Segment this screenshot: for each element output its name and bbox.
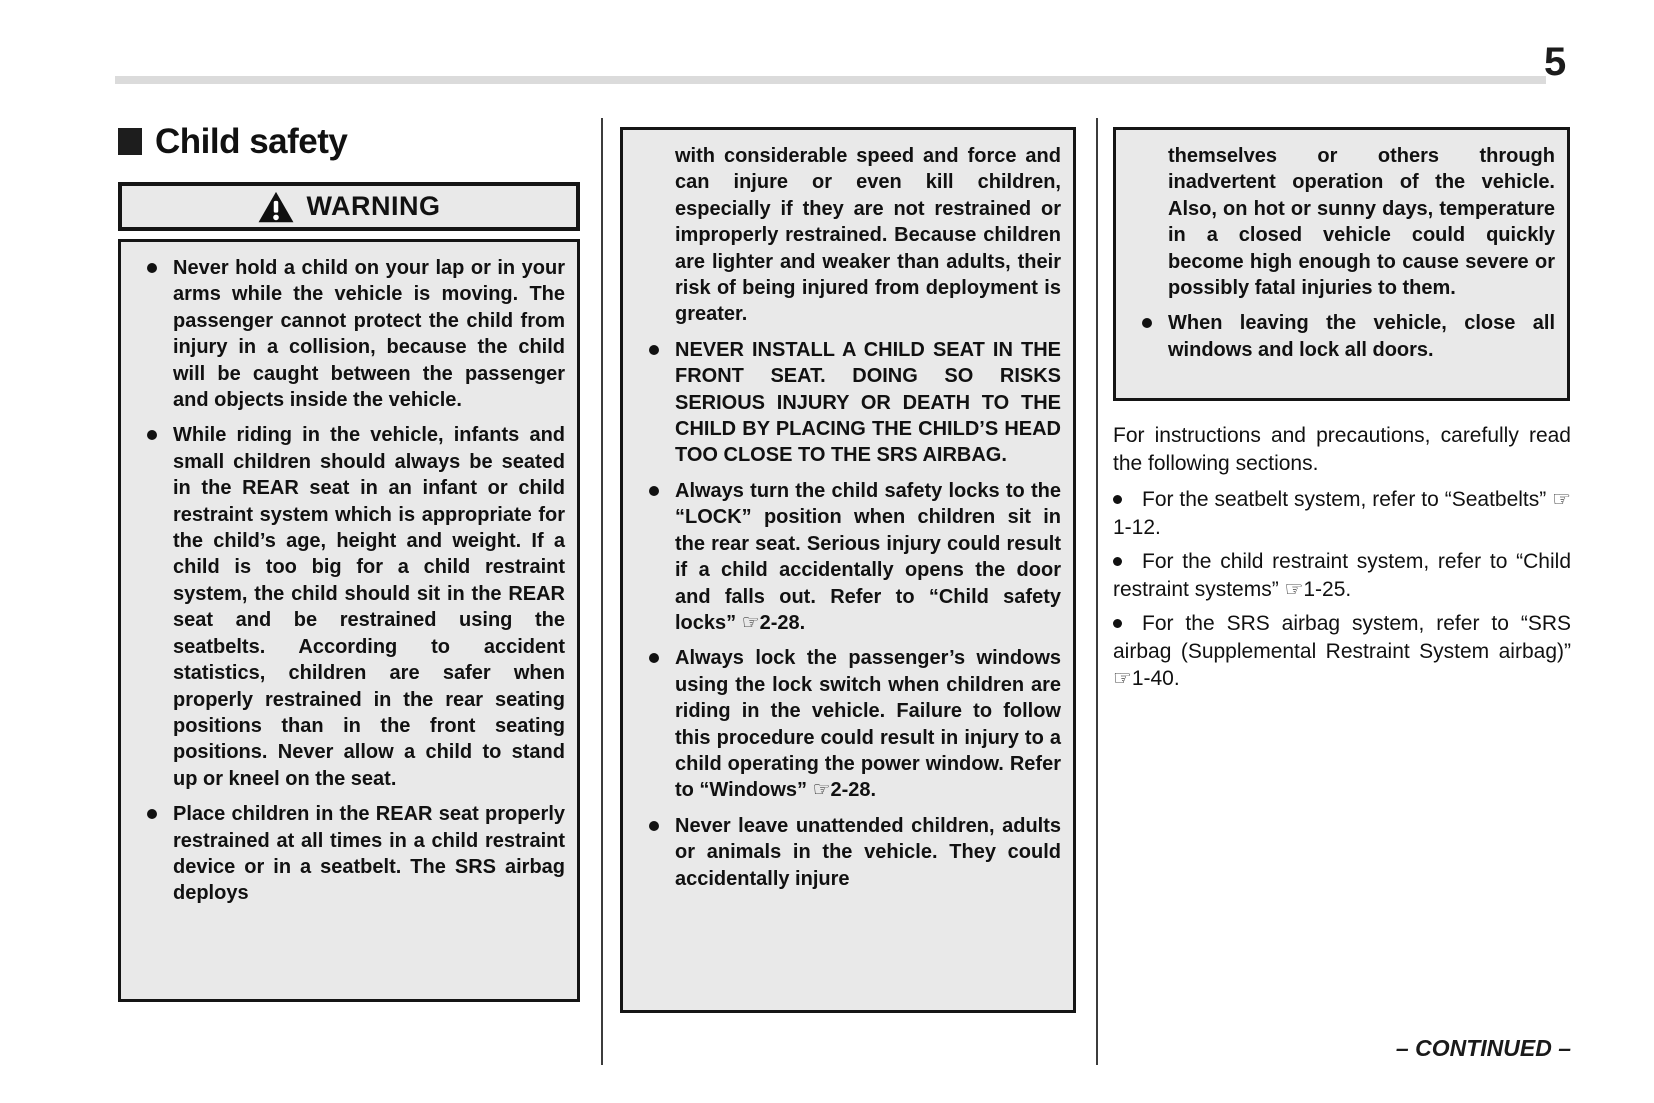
warning-bullet: Never leave unattended children, adults or animals in the vehicle. They could accidentally injure	[635, 813, 1061, 892]
warning-box-right	[1113, 127, 1570, 401]
header-rule	[115, 76, 1546, 84]
warning-bullet: When leaving the vehicle, close all windows and lock all doors.	[1128, 310, 1555, 363]
warning-box-left	[118, 239, 580, 1002]
reference-text: For the child restraint system, refer to “Child restraint systems” ☞1-25.	[1113, 550, 1571, 601]
reference-text: For the seatbelt system, refer to “Seatbelts” ☞1-12.	[1113, 488, 1571, 539]
warning-bullet: Always lock the passenger’s windows using the lock switch when children are riding in the vehicle. Failure to follow this procedure could result in injury to a child operating the power window. Refer to “Windows” ☞2-28.	[635, 645, 1061, 803]
warning-left-list	[133, 255, 565, 907]
warning-continuation-text: with considerable speed and force and can injure or even kill children, especially if they are not restrained or improperly restrained. Because children are lighter and weaker than adults, their risk of being injured from deployment is greater.	[675, 145, 1061, 326]
warning-continuation-text: themselves or others through inadvertent operation of the vehicle. Also, on hot or sunny days, temperature in a closed vehicle could quickly become high enough to cause severe or possibly fatal injuries to them.	[1168, 145, 1555, 300]
continued-label: – CONTINUED –	[1395, 1035, 1571, 1061]
warning-title: WARNING	[306, 191, 441, 221]
reference-item	[1113, 548, 1571, 603]
warning-bullet: Place children in the REAR seat properly restrained at all times in a child restraint device or in a seatbelt. The SRS airbag deploys	[133, 801, 565, 907]
section-heading	[118, 122, 347, 162]
page-number: 5	[1544, 40, 1567, 84]
warning-box-middle	[620, 127, 1076, 1013]
warning-right-list	[1128, 310, 1555, 363]
column-divider-right	[1096, 118, 1098, 1065]
reference-item	[1113, 486, 1571, 541]
references-section	[1113, 422, 1571, 700]
bullet-dot-icon	[1113, 619, 1122, 628]
reference-text: For the SRS airbag system, refer to “SRS airbag (Supplemental Restraint System airbag)” ☞1-40.	[1113, 612, 1571, 690]
warning-bullet: NEVER INSTALL A CHILD SEAT IN THE FRONT SEAT. DOING SO RISKS SERIOUS INJURY OR DEATH TO THE CHILD BY PLACING THE CHILD’S HEAD TOO CLOSE TO THE SRS AIRBAG.	[635, 337, 1061, 469]
warning-bullet: Never hold a child on your lap or in your arms while the vehicle is moving. The passenger cannot protect the child from injury in a collision, because the child will be caught between the passenger and objects inside the vehicle.	[133, 255, 565, 413]
warning-middle-list	[635, 337, 1061, 892]
warning-triangle-icon	[258, 191, 294, 223]
warning-header-box	[118, 182, 580, 231]
column-divider-left	[601, 118, 603, 1065]
bullet-dot-icon	[1113, 557, 1122, 566]
warning-bullet: Always turn the child safety locks to the “LOCK” position when children sit in the rear seat. Serious injury could result if a child accidentally opens the door and falls out. Refer to “Child safety locks” ☞2-28.	[635, 478, 1061, 636]
warning-bullet: While riding in the vehicle, infants and small children should always be seated in the REAR seat in an infant or child restraint system which is appropriate for the child’s age, height and weight. If a child is too big for a child restraint system, the child should sit in the REAR seat and be restrained using the seatbelts. According to accident statistics, children are safer when properly restrained in the rear seating positions than in the front seating positions. Never allow a child to stand up or kneel on the seat.	[133, 422, 565, 792]
references-intro: For instructions and precautions, carefully read the following sections.	[1113, 424, 1571, 475]
reference-item	[1113, 610, 1571, 693]
section-heading-label: Child safety	[155, 122, 348, 161]
bullet-dot-icon	[1113, 495, 1122, 504]
section-square-icon	[118, 128, 142, 155]
